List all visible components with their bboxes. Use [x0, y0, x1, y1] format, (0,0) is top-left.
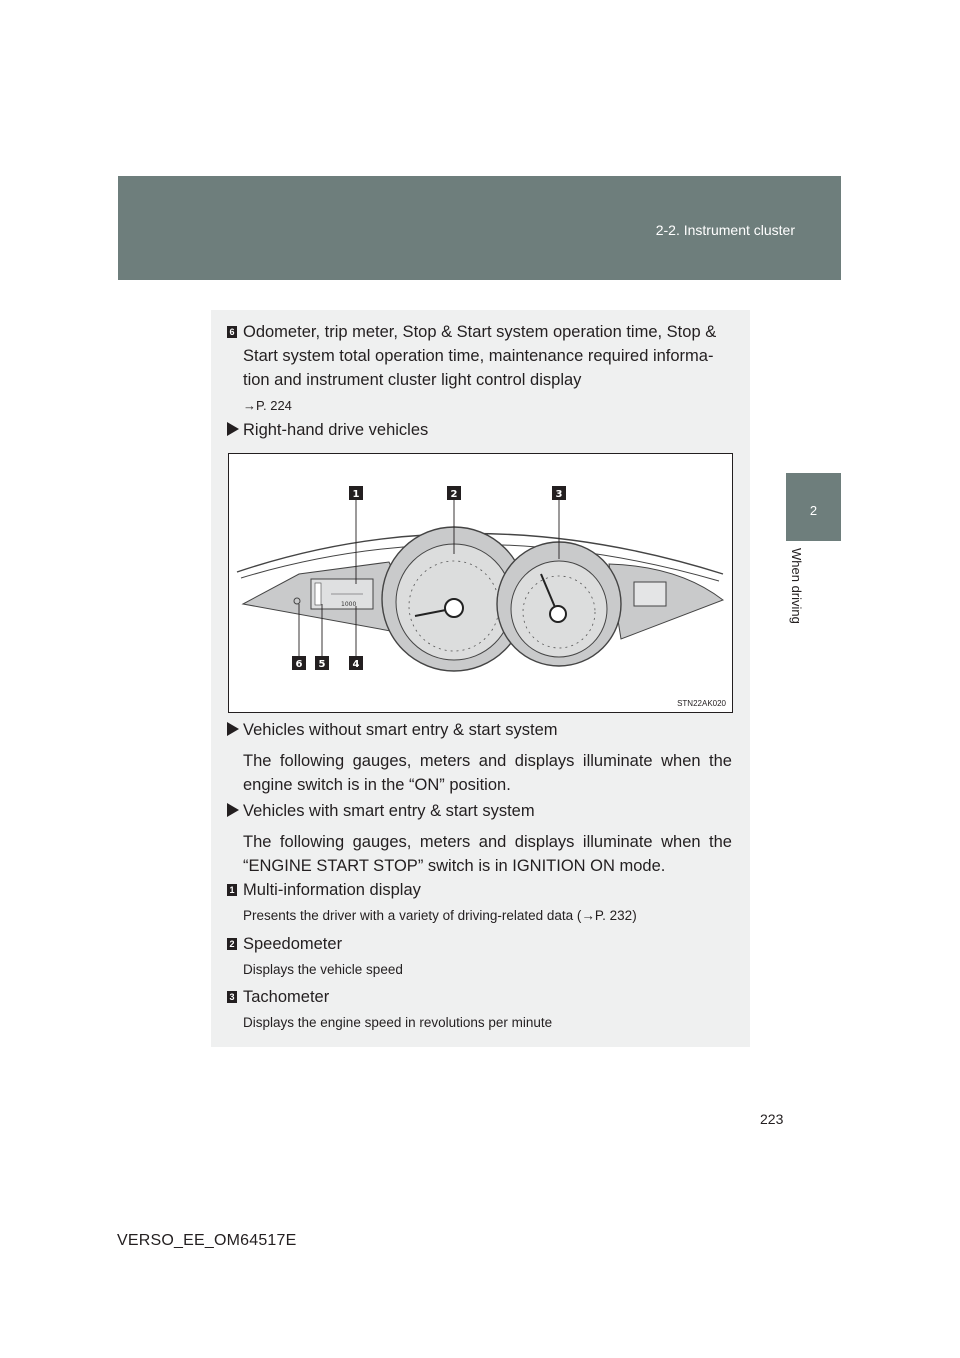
item-tachometer: 3 Tachometer Displays the engine speed in revolutions per minute [227, 985, 732, 1032]
svg-text:6: 6 [295, 659, 303, 670]
callout-3 [552, 486, 566, 500]
svg-text:1: 1 [352, 489, 360, 500]
callout-4 [349, 656, 363, 670]
item-speedometer: 2 Speedometer Displays the vehicle speed [227, 932, 732, 979]
instrument-cluster-figure [228, 453, 733, 713]
triangle-bullet-icon [227, 722, 239, 736]
badge-1: 1 [227, 884, 237, 896]
badge-2: 2 [227, 938, 237, 950]
badge-6: 6 [227, 326, 237, 338]
chapter-tab [786, 473, 841, 541]
triangle-bullet-icon [227, 422, 239, 436]
condition-smart-entry: Vehicles with smart entry & start system The following gauges, meters and displays illuminate when the “ENGINE START STOP” switch is in IGNITION ON mode. [227, 799, 732, 878]
triangle-bullet-icon [227, 803, 239, 817]
callout-1 [349, 486, 363, 500]
rhd-heading: Right-hand drive vehicles [227, 418, 732, 442]
page-reference[interactable]: →P. 224 [243, 398, 292, 413]
condition-no-smart-entry: Vehicles without smart entry & start system The following gauges, meters and displays illuminate when the engine switch is in the “ON” position. [227, 718, 732, 797]
footer-code: VERSO_EE_OM64517E [117, 1232, 297, 1249]
display-odo-value: 1000 [341, 601, 357, 608]
figure-code: STN22AK020 [677, 699, 726, 708]
chapter-label: When driving [789, 548, 804, 624]
callout-2 [447, 486, 461, 500]
item-odometer: 6 Odometer, trip meter, Stop & Start system operation time, Stop & Start system total operation time, maintenance required informa- tion and instrument cluster light control display →P. 224 [227, 320, 732, 413]
page-number: 223 [760, 1111, 784, 1127]
callout-5 [315, 656, 329, 670]
item-multi-info-display: 1 Multi-information display Presents the driver with a variety of driving-related data (→P. 232) [227, 878, 732, 925]
svg-text:2: 2 [450, 489, 458, 500]
svg-text:4: 4 [352, 659, 360, 670]
svg-text:5: 5 [318, 659, 326, 670]
item-odometer-title: 6 Odometer, trip meter, Stop & Start system operation time, Stop & [227, 320, 732, 344]
callout-6 [292, 656, 306, 670]
svg-text:3: 3 [555, 489, 563, 500]
instrument-cluster-illustration [229, 454, 732, 712]
header-band [118, 176, 841, 280]
badge-3: 3 [227, 991, 237, 1003]
section-title: 2-2. Instrument cluster [655, 222, 795, 238]
chapter-number: 2 [809, 503, 818, 518]
